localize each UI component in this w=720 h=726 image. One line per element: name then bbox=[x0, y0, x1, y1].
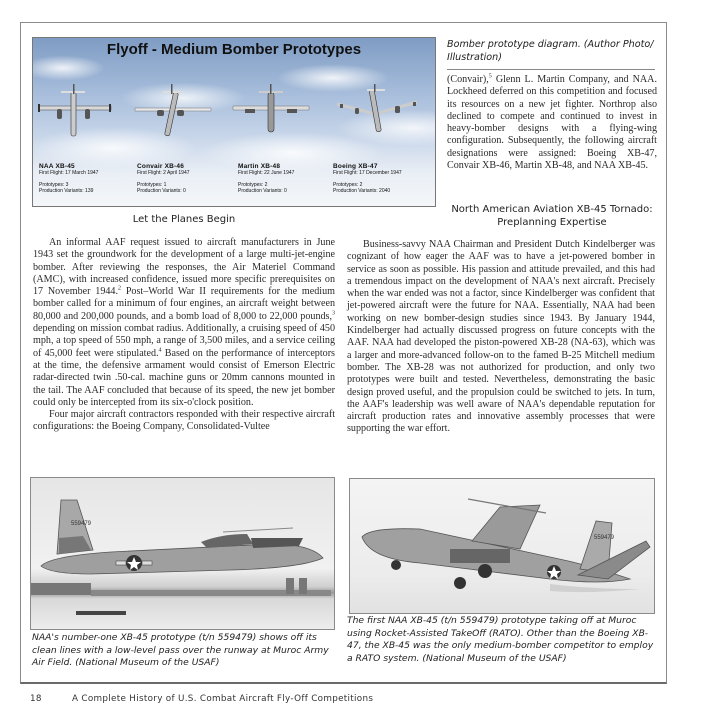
xb45-rato-takeoff-photo bbox=[349, 478, 655, 614]
aircraft-name: NAA XB-45 bbox=[39, 163, 75, 170]
text-run: depending on mission combat radius. Additionally, a cruising speed of 450 mph, a top speed of 550 mph, a range of 3,500 miles, and a service ceiling of 45,000 feet were stipulated. bbox=[33, 323, 335, 359]
xb45-flyby-photo bbox=[30, 477, 335, 630]
first-flight: First Flight: 17 December 1947 bbox=[333, 170, 402, 176]
text-run: An informal AAF request issued to aircraft manufacturers in June 1943 set the groundwork for the development of a large multi-jet-engine bomber. After reviewing the responses, the Air Materiel Command (AMC), with increased confidence, issued more specific prerequisites on 17 November 1944. bbox=[33, 237, 335, 298]
right-top-text bbox=[447, 74, 657, 172]
first-flight: First Flight: 17 March 1947 bbox=[39, 170, 99, 176]
left-column-text bbox=[33, 237, 335, 434]
photo-2-caption: The first NAA XB-45 (t/n 559479) prototype taking off at Muroc using Rocket-Assisted TakeOff (RATO). Other than the Boeing XB-47, the XB-45 was the only medium-bomber competitor to employ a RATO system. (National Museum of the USAF) bbox=[347, 615, 654, 664]
spec-xb47 bbox=[333, 163, 402, 194]
text-run: Glenn L. Martin Company, and NAA. Lockheed deferred on this competition and focused its resources on a new jet fighter. Northrop also declined to compete and continued to invest in heavy-bomber designs with a flying-wing configuration. Subsequently, the following aircraft designations were assigned: Boeing XB-47, Convair XB-46, Martin XB-48, and NAA XB-45. bbox=[447, 74, 657, 172]
xb45-plane-image bbox=[35, 84, 115, 144]
tail-number: 559479 bbox=[594, 535, 615, 541]
book-title: A Complete History of U.S. Combat Aircraft Fly-Off Competitions bbox=[72, 694, 374, 704]
prototypes: Prototypes: 1 bbox=[137, 182, 167, 188]
heading-line: Preplanning Expertise bbox=[497, 216, 607, 228]
diagram-title: Flyoff - Medium Bomber Prototypes bbox=[106, 41, 362, 58]
section-heading-xb45 bbox=[447, 204, 657, 229]
spec-xb46 bbox=[137, 163, 190, 194]
xb48-plane-image bbox=[231, 84, 311, 144]
production-variants: Production Variants: 139 bbox=[39, 188, 94, 194]
tail-number: 559479 bbox=[71, 521, 92, 527]
paragraph: Four major aircraft contractors responded with their respective aircraft configurations: the Boeing Company, Consolidated-Vultee bbox=[33, 409, 335, 433]
first-flight: First Flight: 2 April 1947 bbox=[137, 170, 190, 176]
footnote-ref: 5 bbox=[488, 73, 492, 80]
footnote-ref: 3 bbox=[332, 310, 335, 317]
aircraft-name: Martin XB-48 bbox=[238, 163, 281, 170]
bomber-prototype-diagram bbox=[32, 37, 436, 207]
footnote-ref: 4 bbox=[158, 347, 162, 354]
text-run: Post–World War II requirements for the medium bomber called for a minimum of four engines, an aircraft weight between 80,000 and 200,000 pounds, and a bomb load of 8,000 to 22,000 pounds, bbox=[33, 286, 335, 322]
first-flight: First Flight: 22 June 1947 bbox=[238, 170, 295, 176]
section-heading-planes: Let the Planes Begin bbox=[132, 214, 236, 225]
footnote-ref: 2 bbox=[118, 285, 122, 292]
production-variants: Production Variants: 0 bbox=[238, 188, 287, 194]
spec-xb45 bbox=[39, 163, 98, 194]
prototypes: Prototypes: 3 bbox=[39, 182, 69, 188]
page-number: 18 bbox=[30, 694, 42, 704]
aircraft-name: Boeing XB-47 bbox=[333, 163, 378, 170]
xb47-plane-image bbox=[333, 84, 423, 144]
production-variants: Production Variants: 2040 bbox=[333, 188, 391, 194]
spec-xb48 bbox=[238, 163, 294, 194]
right-column-text bbox=[347, 239, 655, 436]
text-run: (Convair), bbox=[447, 74, 489, 85]
caption-divider bbox=[447, 69, 655, 70]
heading-line: North American Aviation XB-45 Tornado: bbox=[451, 204, 653, 215]
paragraph: Business-savvy NAA Chairman and President Dutch Kindelberger was cognizant of how eager the AAF was to have a jet-powered bomber in service as soon as possible. His passion and attitude prevailed, and this had a tremendous impact on the development of NAA's next aircraft. Precisely when the war ended was not a factor, since Kindelberger was confident that jet-powered aircraft were the future for NAA. Essentially, NAA had been working on new bomber-design studies since 1943. By January 1944, Kindelberger had actually discussed progress on future concepts with the AAF. NAA had developed the piston-powered XB-28 (NA-63), which was a larger and more-advanced follow-on to the famed B-25 Mitchell medium bomber. The XB-28 was not authorized for production, and only two prototypes were built and tested. Nevertheless, demonstrating the basic design proved useful, and the propulsion could be switched to jets. In turn, the AAF's leadership was well aware of NAA's dependable reputation for aircraft production rates and innovative assembly processes that were supporting the war effort. bbox=[347, 239, 655, 435]
page-footer bbox=[30, 694, 373, 704]
production-variants: Production Variants: 0 bbox=[137, 188, 186, 194]
prototypes: Prototypes: 2 bbox=[333, 182, 363, 188]
aircraft-name: Convair XB-46 bbox=[137, 163, 185, 170]
text-run: Based on the performance of interceptors at the time, the defensive armament would consist of Emerson Electric radar-directed twin .50-cal. machine guns or 20mm cannons mounted in the tail. The AAF concluded that because of its speed, the new jet bomber could only be intercepted from its six-o'clock position. bbox=[33, 347, 335, 408]
photo-1-caption: NAA's number-one XB-45 prototype (t/n 559479) shows off its clean lines with a low-level pass over the runway at Muroc Army Air Field. (National Museum of the USAF) bbox=[32, 632, 329, 668]
prototypes: Prototypes: 2 bbox=[238, 182, 268, 188]
diagram-caption: Bomber prototype diagram. (Author Photo/ Illustration) bbox=[447, 39, 654, 63]
xb46-plane-image bbox=[133, 84, 213, 144]
